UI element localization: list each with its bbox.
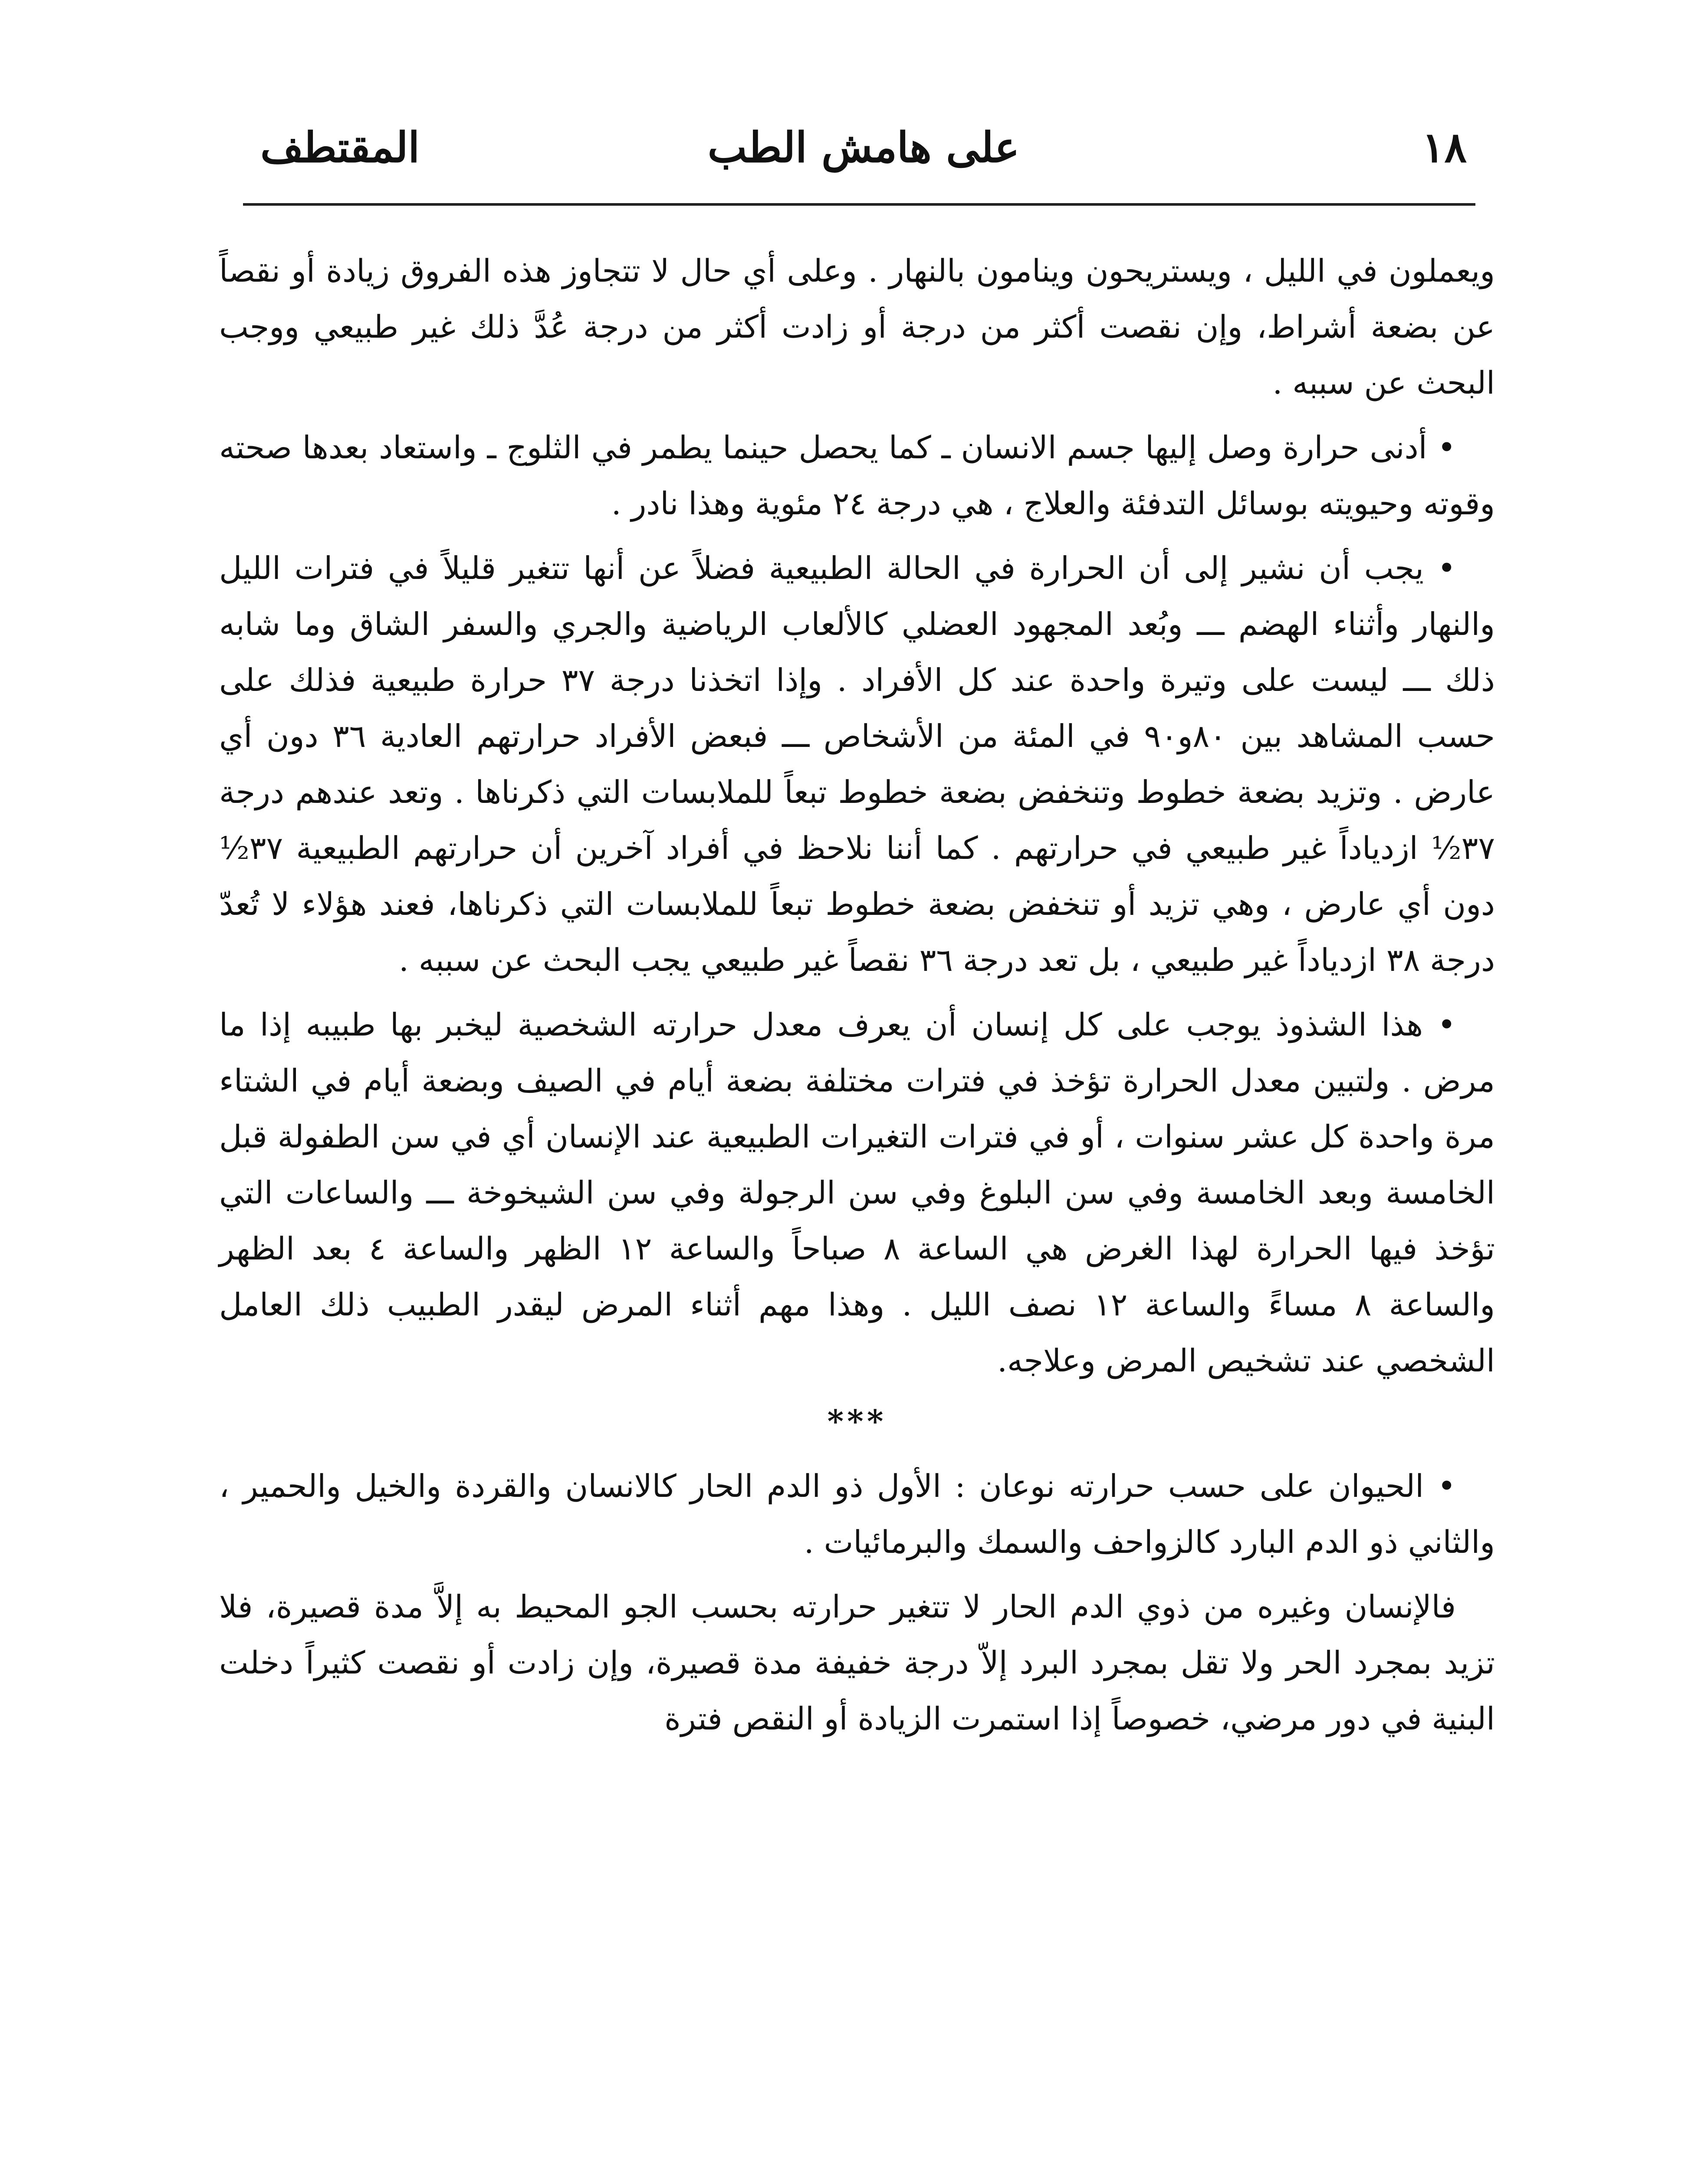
running-title: على هامش الطب	[707, 123, 1020, 172]
paragraph: ويعملون في الليل ، ويستريحون وينامون بالنهار . وعلى أي حال لا تتجاوز هذه الفروق زيادة أو نقصاً عن بضعة أشراط، وإن نقصت أكثر من درجة أو زادت أكثر من درجة عُدَّ ذلك غير طبيعي ووجب البحث عن سببه .	[219, 253, 1495, 401]
section-separator: ***	[827, 1403, 887, 1440]
article-body	[219, 243, 1495, 1756]
paragraph: • أدنى حرارة وصل إليها جسم الانسان ـ كما يحصل حينما يطمر في الثلوج ـ واستعاد بعدها صحته وقوته وحيويته بوسائل التدفئة والعلاج ، هي درجة ٢٤ مئوية وهذا نادر .	[219, 429, 1495, 522]
header-rule	[243, 203, 1475, 206]
page-header	[260, 117, 1467, 187]
paragraph: • الحيوان على حسب حرارته نوعان : الأول ذو الدم الحار كالانسان والقردة والخيل والحمير ، والثاني ذو الدم البارد كالزواحف والسمك والبرمائيات .	[219, 1468, 1495, 1560]
paragraph: فالإنسان وغيره من ذوي الدم الحار لا تتغير حرارته بحسب الجو المحيط به إلاَّ مدة قصيرة، فلا تزيد بمجرد الحر ولا تقل بمجرد البرد إلاّ درجة خفيفة مدة قصيرة، وإن زادت أو نقصت كثيراً دخلت البنية في دور مرضي، خصوصاً إذا استمرت الزيادة أو النقص فترة	[219, 1588, 1495, 1737]
journal-name: المقتطف	[260, 123, 420, 172]
paragraph: • يجب أن نشير إلى أن الحرارة في الحالة الطبيعية فضلاً عن أنها تتغير قليلاً في فترات الليل والنهار وأثناء الهضم ـــ وبُعد المجهود العضلي كالألعاب الرياضية والجري والسفر الشاق وما شابه ذلك ـــ ليست على وتيرة واحدة عند كل الأفراد . وإذا اتخذنا درجة ٣٧ حرارة طبيعية فذلك على حسب المشاهد بين ٨٠و٩٠ في المئة من الأشخاص ـــ فبعض الأفراد حرارتهم العادية ٣٦ دون أي عارض . وتزيد بضعة خطوط وتنخفض بضعة خطوط تبعاً للملابسات التي ذكرناها . وتعد عندهم درجة ٣٧½ ازدياداً غير طبيعي في حرارتهم . كما أننا نلاحظ في أفراد آخرين أن حرارتهم الطبيعية ٣٧½ دون أي عارض ، وهي تزيد أو تنخفض بضعة خطوط تبعاً للملابسات التي ذكرناها، فعند هؤلاء لا تُعدّ درجة ٣٨ ازدياداً غير طبيعي ، بل تعد درجة ٣٦ نقصاً غير طبيعي يجب البحث عن سببه .	[219, 550, 1495, 978]
page-number: ١٨	[1422, 123, 1467, 172]
paragraph: • هذا الشذوذ يوجب على كل إنسان أن يعرف معدل حرارته الشخصية ليخبر بها طبيبه إذا ما مرض . ولتبين معدل الحرارة تؤخذ في فترات مختلفة بضعة أيام في الصيف وبضعة أيام في الشتاء مرة واحدة كل عشر سنوات ، أو في فترات التغيرات الطبيعية عند الإنسان أي في سن الطفولة قبل الخامسة وبعد الخامسة وفي سن البلوغ وفي سن الرجولة وفي سن الشيخوخة ـــ والساعات التي تؤخذ فيها الحرارة لهذا الغرض هي الساعة ٨ صباحاً والساعة ١٢ الظهر والساعة ٤ بعد الظهر والساعة ٨ مساءً والساعة ١٢ نصف الليل . وهذا مهم أثناء المرض ليقدر الطبيب ذلك العامل الشخصي عند تشخيص المرض وعلاجه.	[219, 1006, 1495, 1379]
